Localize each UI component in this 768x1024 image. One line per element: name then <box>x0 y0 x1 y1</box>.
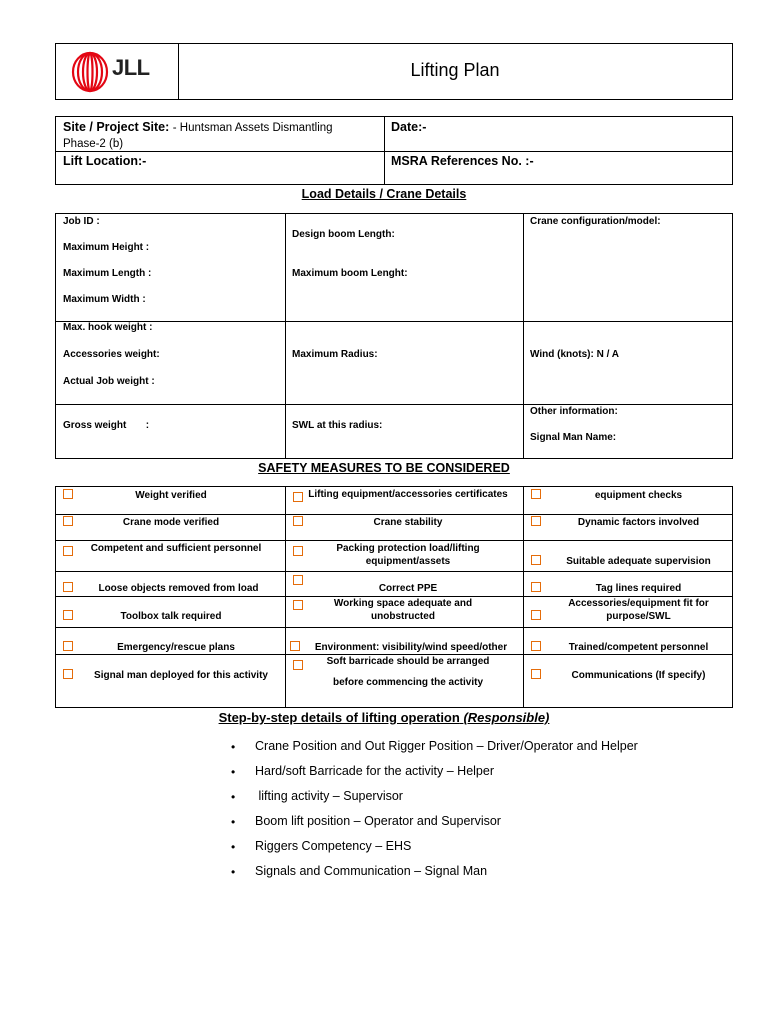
swl-label: SWL at this radius: <box>292 420 383 431</box>
safety-item: Suitable adequate supervision <box>566 556 711 567</box>
accessories-weight-label: Accessories weight: <box>63 349 160 360</box>
max-length-label: Maximum Length : <box>63 268 152 279</box>
checkbox-signal-man[interactable] <box>63 669 73 679</box>
checkbox-dynamic-factors[interactable] <box>531 516 541 526</box>
safety-item: Accessories/equipment fit for purpose/SWL <box>568 598 709 622</box>
step-item: Boom lift position – Operator and Supervisor <box>255 814 501 828</box>
safety-item: Soft barricade should be arranged <box>326 656 490 667</box>
lift-location-field: Lift Location:- <box>63 154 147 168</box>
checkbox-communications[interactable] <box>531 669 541 679</box>
job-id-label: Job ID : <box>63 216 100 227</box>
site-info-table <box>55 116 733 185</box>
safety-item: Packing protection load/lifting equipment/assets <box>336 543 480 567</box>
crane-config-label: Crane configuration/model: <box>530 216 661 227</box>
safety-measures-title: SAFETY MEASURES TO BE CONSIDERED <box>258 461 510 475</box>
step-item: Riggers Competency – EHS <box>255 839 412 853</box>
steps-title <box>0 710 768 725</box>
safety-item: Trained/competent personnel <box>568 642 709 653</box>
date-field: Date:- <box>391 120 427 134</box>
bullet-icon: • <box>231 865 236 879</box>
max-radius-label: Maximum Radius: <box>292 349 378 360</box>
safety-item: equipment checks <box>594 490 683 501</box>
design-boom-label: Design boom Length: <box>292 229 395 240</box>
bullet-icon: • <box>231 740 236 754</box>
safety-item: Crane mode verified <box>122 517 220 528</box>
page-title: Lifting Plan <box>410 60 500 80</box>
safety-item: Toolbox talk required <box>120 611 222 622</box>
safety-item: Communications (If specify) <box>571 670 706 681</box>
max-hook-label: Max. hook weight : <box>63 322 153 333</box>
project-site-field <box>63 120 373 152</box>
step-item: Signals and Communication – Signal Man <box>255 864 488 878</box>
max-width-label: Maximum Width : <box>63 294 146 305</box>
steps-title-text: Step-by-step details of lifting operation <box>218 710 460 725</box>
step-item: Hard/soft Barricade for the activity – Helper <box>255 764 494 778</box>
safety-item: Emergency/rescue plans <box>117 642 235 653</box>
checkbox-accessories-fit[interactable] <box>531 610 541 620</box>
safety-item: Signal man deployed for this activity <box>94 670 268 681</box>
checkbox-correct-ppe[interactable] <box>293 575 303 585</box>
signal-man-label: Signal Man Name: <box>530 432 617 443</box>
step-item: Crane Position and Out Rigger Position – Driver/Operator and Helper <box>255 739 638 753</box>
checkbox-equipment-checks[interactable] <box>531 489 541 499</box>
checkbox-packing-protection[interactable] <box>293 546 303 556</box>
safety-item: Weight verified <box>135 490 207 501</box>
checkbox-toolbox-talk[interactable] <box>63 610 73 620</box>
project-site-value-line2: Phase-2 (b) <box>63 138 124 150</box>
safety-item: Crane stability <box>373 517 443 528</box>
checkbox-competent-personnel[interactable] <box>63 546 73 556</box>
jll-logo-icon <box>71 51 109 93</box>
wind-label: Wind (knots): N / A <box>530 349 619 360</box>
steps-title-responsible: (Responsible) <box>463 710 550 725</box>
checkbox-tag-lines[interactable] <box>531 582 541 592</box>
checkbox-loose-objects[interactable] <box>63 582 73 592</box>
project-site-value: - Huntsman Assets Dismantling <box>172 122 333 134</box>
load-crane-table <box>55 213 733 459</box>
safety-item: Environment: visibility/wind speed/other <box>314 642 508 653</box>
logo-cell <box>56 44 179 99</box>
msra-reference-field: MSRA References No. :- <box>391 154 534 168</box>
bullet-icon: • <box>231 815 236 829</box>
actual-job-weight-label: Actual Job weight : <box>63 376 155 387</box>
safety-item: Correct PPE <box>378 583 438 594</box>
bullet-icon: • <box>231 790 236 804</box>
checkbox-crane-mode[interactable] <box>63 516 73 526</box>
bullet-icon: • <box>231 840 236 854</box>
checkbox-adequate-supervision[interactable] <box>531 555 541 565</box>
checkbox-lifting-certificates[interactable] <box>293 492 303 502</box>
safety-item: Lifting equipment/accessories certificates <box>308 489 508 500</box>
safety-item: Competent and sufficient personnel <box>90 543 262 554</box>
checkbox-working-space[interactable] <box>293 600 303 610</box>
checkbox-soft-barricade[interactable] <box>293 660 303 670</box>
max-boom-label: Maximum boom Lenght: <box>292 268 408 279</box>
max-height-label: Maximum Height : <box>63 242 150 253</box>
checkbox-environment[interactable] <box>290 641 300 651</box>
checkbox-weight-verified[interactable] <box>63 489 73 499</box>
safety-item: Working space adequate and unobstructed <box>333 598 473 622</box>
checkbox-crane-stability[interactable] <box>293 516 303 526</box>
safety-item: Dynamic factors involved <box>577 517 700 528</box>
bullet-icon: • <box>231 765 236 779</box>
safety-item: Loose objects removed from load <box>98 583 259 594</box>
checkbox-emergency-plans[interactable] <box>63 641 73 651</box>
safety-measures-table <box>55 486 733 708</box>
load-details-title: Load Details / Crane Details <box>301 187 467 201</box>
project-site-label: Site / Project Site: <box>63 120 170 134</box>
step-item: lifting activity – Supervisor <box>255 789 403 803</box>
other-info-label: Other information: <box>530 406 618 417</box>
gross-weight-label: Gross weight : <box>63 420 150 431</box>
safety-item: Tag lines required <box>595 583 682 594</box>
checkbox-trained-personnel[interactable] <box>531 641 541 651</box>
document-header <box>55 43 733 100</box>
logo-text: JLL <box>112 55 150 80</box>
safety-item-continued: before commencing the activity <box>332 677 484 688</box>
